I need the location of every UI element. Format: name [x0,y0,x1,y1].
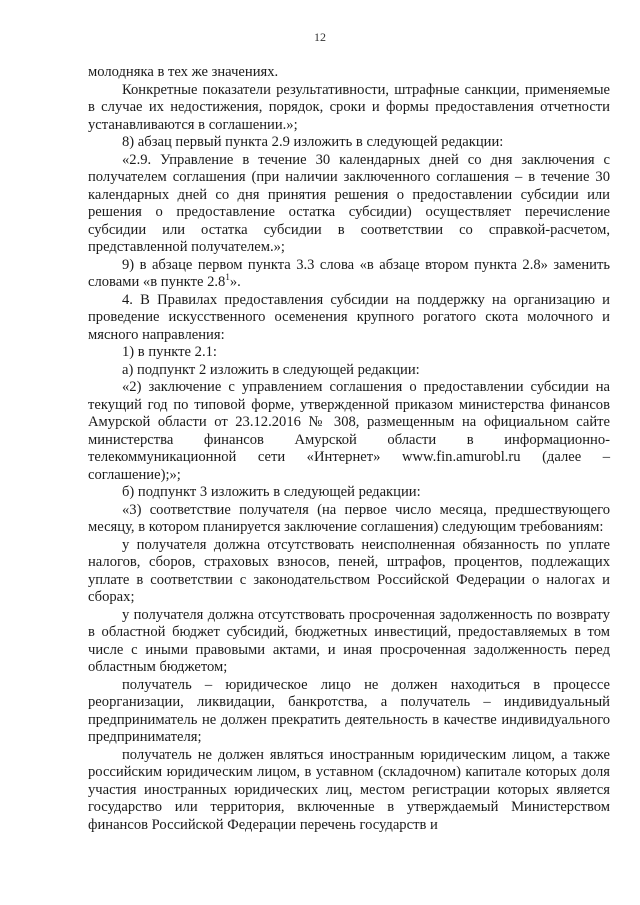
paragraph-clause-2-9: «2.9. Управление в течение 30 календарных дней со дня заключения с получателем соглашения (при наличии заключенного соглашения – в течение 30 календарных дней со дня принятия решения о предоставлении субсидии или решения о предоставление остатка субсидии) осуществляет перечисление субсидии или остатка субсидии в соответствии со справкой-расчетом, представленной получателем.»; [88,151,610,255]
paragraph-item-9 [88,257,610,292]
paragraph-reorganization: получатель – юридическое лицо не должен находиться в процессе реорганизации, ликвидации, банкротства, а получатель – индивидуальный предприниматель не должен прекратить деятельность в качестве индивидуального предпринимателя; [88,676,610,745]
paragraph-item-9-end: ». [229,274,241,290]
paragraph-agreement: «2) заключение с управлением соглашения о предоставлении субсидии на текущий год по типовой форме, утвержденной приказом министерства финансов Амурской области от 23.12.2016 № 308, размещенным на официальном сайте министерства финансов Амурской области в информационно-телекоммуникационной сети «Интернет» www.fin.amurobl.ru (далее – соглашение);»; [88,379,610,483]
paragraph-subpoint-b: б) подпункт 3 изложить в следующей редакции: [122,484,421,500]
paragraph-taxes: у получателя должна отсутствовать неисполненная обязанность по уплате налогов, сборов, страховых взносов, пеней, штрафов, процентов, подлежащих уплате в соответствии с законодательством Российской Федерации о налогах и сборах; [88,536,610,605]
paragraph-debt: у получателя должна отсутствовать просроченная задолженность по возврату в областной бюджет субсидий, бюджетных инвестиций, предоставляемых в том числе с иными правовыми актами, и иная просроченная задолженность перед областным бюджетом; [88,606,610,675]
paragraph-subpoint-a: а) подпункт 2 изложить в следующей редакции: [122,361,420,378]
paragraph-continuation: молодняка в тех же значениях. [88,64,279,80]
paragraph-foreign-entity: получатель не должен являться иностранным юридическим лицом, а также российским юридическим лицом, в уставном (складочном) капитале которых доля участия иностранных юридических лиц, местом регистрации которых является государство или территория, включенные в утверждаемый Министерством финансов Российской Федерации перечень государств и [88,746,610,833]
document-body [88,64,610,834]
superscript: 1 [225,272,230,283]
paragraph-item-9-text: 9) в абзаце первом пункта 3.3 слова «в абзаце втором пункта 2.8» заменить словами «в пункте 2.8 [88,256,610,290]
paragraph-section-4: 4. В Правилах предоставления субсидии на поддержку на организацию и проведение искусственного осеменения крупного рогатого скота молочного и мясного направления: [88,291,610,343]
paragraph-requirements: «3) соответствие получателя (на первое число месяца, предшествующего месяцу, в котором планируется заключение соглашения) следующим требованиям: [88,501,610,535]
paragraph-point-2-1: 1) в пункте 2.1: [122,344,217,360]
page-number: 12 [314,30,326,44]
paragraph-indicators: Конкретные показатели результативности, штрафные санкции, применяемые в случае их недостижения, порядок, сроки и формы предоставления отчетности устанавливаются в соглашении.»; [88,81,610,133]
paragraph-item-8: 8) абзац первый пункта 2.9 изложить в следующей редакции: [122,134,504,150]
